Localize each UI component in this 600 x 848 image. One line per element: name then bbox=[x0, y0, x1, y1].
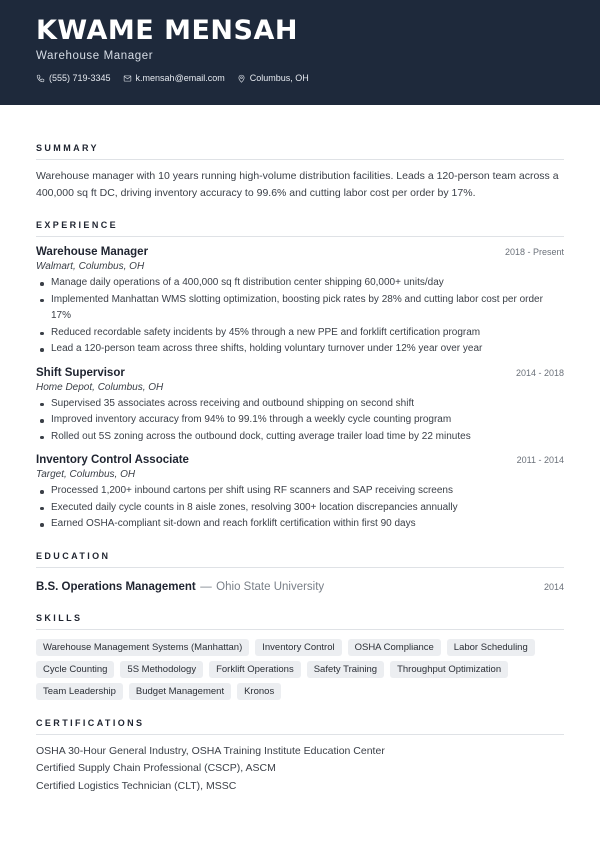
contact-bar bbox=[36, 73, 309, 83]
experience-section bbox=[36, 220, 564, 533]
skill-chip: Labor Scheduling bbox=[447, 639, 535, 656]
job-title: Warehouse Manager bbox=[36, 246, 149, 258]
certifications-list bbox=[36, 743, 564, 796]
skill-chip: Team Leadership bbox=[36, 683, 123, 700]
job-dates: 2014 - 2018 bbox=[515, 367, 564, 378]
education-year: 2014 bbox=[543, 581, 564, 592]
summary-text: Warehouse manager with 10 years running high-volume distribution facilities. Leads a 120-person team across a 400,000 sq ft DC, driving inventory accuracy to 99.6% and cutting labor cost per order by 17%. bbox=[36, 170, 559, 199]
summary-heading: SUMMARY bbox=[36, 143, 564, 160]
education-entry bbox=[36, 577, 564, 595]
job-bullet: Processed 1,200+ inbound cartons per shift using RF scanners and SAP receiving screens bbox=[36, 483, 564, 500]
skill-chip: Throughput Optimization bbox=[390, 661, 508, 678]
skill-chip: Safety Training bbox=[307, 661, 384, 678]
job-entry bbox=[36, 367, 564, 446]
phone-text: (555) 719-3345 bbox=[49, 73, 111, 83]
education-section bbox=[36, 551, 564, 595]
certifications-section bbox=[36, 718, 564, 796]
job-company: Target, Columbus, OH bbox=[36, 469, 136, 480]
map-pin-icon bbox=[237, 74, 246, 83]
education-school: Ohio State University bbox=[216, 580, 325, 593]
job-bullet: Implemented Manhattan WMS slotting optimization, boosting pick rates by 28% and cutting labor cost per order 17% bbox=[36, 292, 564, 325]
job-bullet: Manage daily operations of a 400,000 sq ft distribution center shipping 60,000+ units/day bbox=[36, 275, 564, 292]
email-text: k.mensah@email.com bbox=[135, 73, 225, 83]
candidate-role: Warehouse Manager bbox=[36, 50, 154, 62]
certification-item: Certified Logistics Technician (CLT), MSSC bbox=[36, 779, 237, 792]
job-dates: 2011 - 2014 bbox=[516, 455, 564, 465]
certification-item: OSHA 30-Hour General Industry, OSHA Training Institute Education Center bbox=[36, 744, 385, 757]
job-bullet: Lead a 120-person team across three shifts, holding voluntary turnover under 12% year over year bbox=[36, 341, 564, 358]
job-bullet: Executed daily cycle counts in 8 aisle zones, resolving 300+ location discrepancies annually bbox=[36, 500, 564, 517]
certification-item: Certified Supply Chain Professional (CSCP), ASCM bbox=[36, 762, 276, 774]
location-text: Columbus, OH bbox=[249, 73, 309, 83]
contact-email bbox=[123, 73, 225, 83]
job-entry bbox=[36, 246, 564, 358]
candidate-name: KWAME MENSAH bbox=[36, 15, 298, 46]
skill-chip: 5S Methodology bbox=[120, 661, 203, 678]
job-bullets bbox=[36, 275, 564, 358]
job-bullet: Earned OSHA-compliant sit-down and reach forklift certification within first 90 days bbox=[36, 516, 564, 533]
skill-chip: Warehouse Management Systems (Manhattan) bbox=[36, 639, 249, 656]
skill-chip: Inventory Control bbox=[255, 639, 341, 656]
skills-heading: SKILLS bbox=[36, 613, 564, 630]
job-bullet: Rolled out 5S zoning across the outbound dock, cutting average trailer load time by 22 minutes bbox=[36, 429, 564, 446]
envelope-icon bbox=[123, 74, 132, 83]
skill-chip: Cycle Counting bbox=[36, 661, 114, 678]
education-separator: — bbox=[200, 580, 212, 593]
job-company: Home Depot, Columbus, OH bbox=[36, 381, 164, 393]
job-bullet: Reduced recordable safety incidents by 45% through a new PPE and forklift certification program bbox=[36, 325, 564, 342]
education-degree: B.S. Operations Management bbox=[36, 580, 196, 593]
skills-list bbox=[36, 639, 536, 700]
skill-chip: OSHA Compliance bbox=[348, 639, 441, 656]
resume-body bbox=[36, 143, 564, 795]
summary-section bbox=[36, 143, 564, 202]
resume-header bbox=[0, 0, 600, 105]
job-bullets bbox=[36, 483, 564, 533]
job-bullets bbox=[36, 396, 564, 446]
phone-icon bbox=[36, 74, 45, 83]
job-bullet: Supervised 35 associates across receiving and outbound shipping on second shift bbox=[36, 396, 564, 413]
job-entry bbox=[36, 454, 564, 533]
skill-chip: Kronos bbox=[237, 683, 281, 700]
certifications-heading: CERTIFICATIONS bbox=[36, 718, 564, 735]
job-dates: 2018 - Present bbox=[504, 247, 564, 257]
education-heading: EDUCATION bbox=[36, 551, 564, 568]
skills-section bbox=[36, 613, 564, 700]
experience-heading: EXPERIENCE bbox=[36, 220, 564, 237]
skill-chip: Forklift Operations bbox=[209, 661, 301, 678]
job-title: Shift Supervisor bbox=[36, 366, 125, 379]
job-title: Inventory Control Associate bbox=[36, 454, 189, 466]
job-company: Walmart, Columbus, OH bbox=[36, 261, 145, 272]
skill-chip: Budget Management bbox=[129, 683, 231, 700]
contact-location bbox=[237, 73, 309, 83]
contact-phone bbox=[36, 73, 111, 83]
job-bullet: Improved inventory accuracy from 94% to 99.1% through a weekly cycle counting program bbox=[36, 412, 564, 429]
